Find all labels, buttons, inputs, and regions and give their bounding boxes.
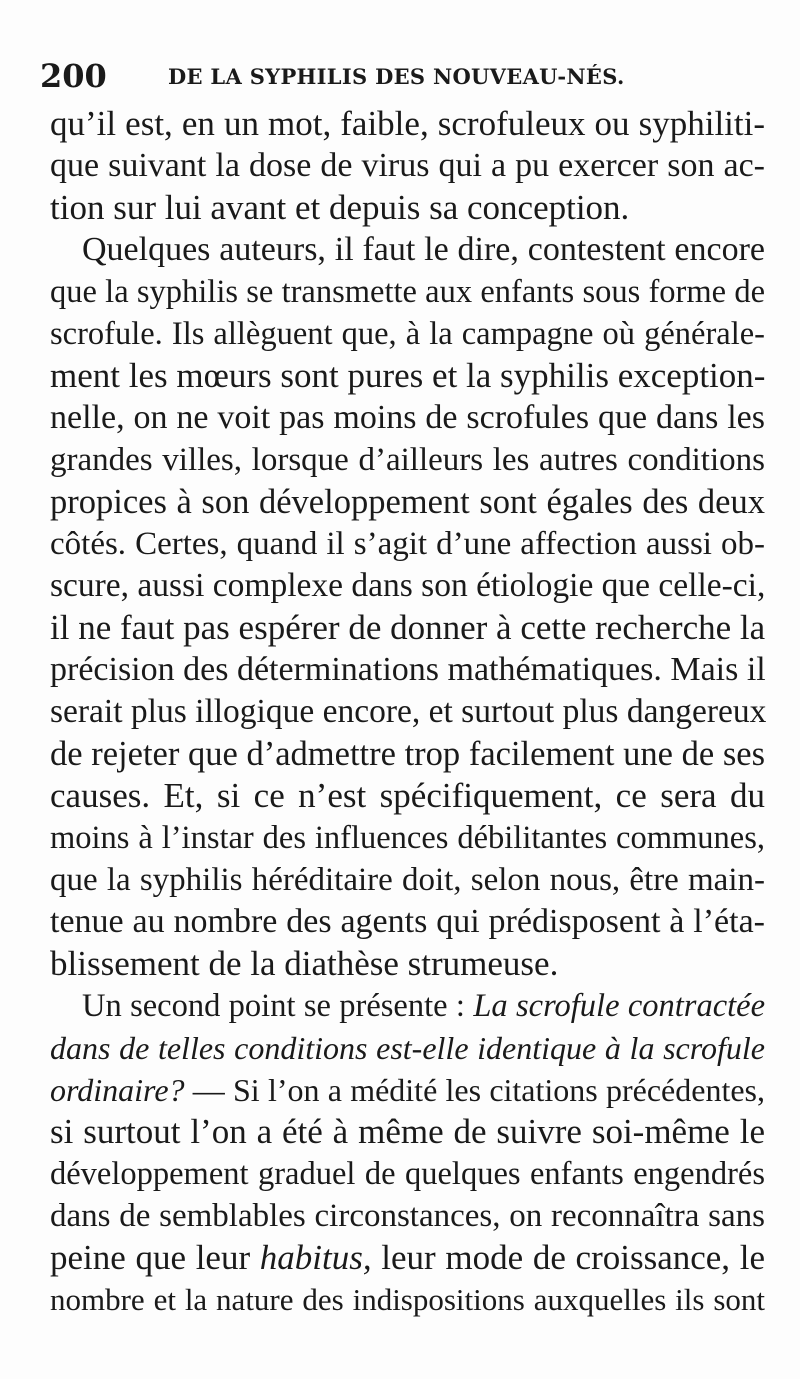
- text-line: précision des déterminations mathématiques. Mais il: [50, 651, 766, 688]
- text-italic: habitus,: [259, 1238, 372, 1277]
- text-roman: Un second point se présente :: [82, 988, 474, 1024]
- text-line: Quelques auteurs, il faut le dire, contestent encore: [82, 231, 765, 268]
- text-line: [50, 985, 765, 1027]
- text-line: scrofule. Ils allèguent que, à la campagne où générale-: [50, 316, 765, 352]
- text-line: il ne faut pas espérer de donner à cette recherche la: [50, 608, 766, 647]
- text-line: dans de semblables circonstances, on reconnaîtra sans: [50, 1198, 765, 1234]
- text-line: tenue au nombre des agents qui prédisposent à l’éta-: [50, 903, 765, 940]
- body-text: [50, 103, 765, 1321]
- text-line: nelle, on ne voit pas moins de scrofules que dans les: [50, 399, 765, 436]
- text-line: [50, 1069, 765, 1111]
- text-line: blissement de la diathèse strumeuse.: [50, 944, 559, 983]
- text-line: scure, aussi complexe dans son étiologie que celle-ci,: [50, 567, 766, 604]
- text-line: développement graduel de quelques enfants engendrés: [50, 1156, 765, 1192]
- text-line: qu’il est, en un mot, faible, scrofuleux ou syphiliti-: [50, 104, 765, 143]
- text-line: tion sur lui avant et depuis sa conception.: [50, 188, 630, 227]
- text-line: que la syphilis héréditaire doit, selon nous, être main-: [50, 862, 765, 898]
- running-title: DE LA SYPHILIS DES NOUVEAU-NÉS.: [168, 64, 625, 89]
- text-line: que la syphilis se transmette aux enfants sous forme de: [50, 274, 765, 310]
- text-line: causes. Et, si ce n’est spécifiquement, ce sera du: [50, 776, 765, 815]
- text-line: que suivant la dose de virus qui a pu exercer son ac-: [50, 147, 765, 184]
- text-line: de rejeter que d’admettre trop facilement une de ses: [50, 735, 765, 773]
- text-line: serait plus illogique encore, et surtout plus dangereux: [50, 693, 767, 730]
- text-roman: leur mode de croissance, le: [371, 1238, 765, 1277]
- text-line: côtés. Certes, quand il s’agit d’une affection aussi ob-: [50, 526, 765, 562]
- text-line: si surtout l’on a été à même de suivre soi-même le: [50, 1112, 765, 1151]
- text-line: [50, 1237, 765, 1279]
- text-line: dans de telles conditions est-elle identique à la scrofule: [50, 1030, 765, 1066]
- text-italic: ordinaire?: [50, 1072, 185, 1108]
- text-line: grandes villes, lorsque d’ailleurs les autres conditions: [50, 442, 765, 478]
- page-number: 200: [40, 57, 107, 95]
- text-roman: peine que leur: [50, 1238, 260, 1277]
- text-roman: — Si l’on a médité les citations précédentes,: [184, 1072, 765, 1108]
- text-line: propices à son développement sont égales des deux: [50, 483, 765, 521]
- text-italic: La scrofule contractée: [473, 988, 766, 1024]
- text-line: nombre et la nature des indispositions auxquelles ils sont: [50, 1282, 765, 1317]
- page-header: [40, 56, 760, 96]
- text-line: ment les mœurs sont pures et la syphilis exception-: [50, 356, 766, 395]
- text-line: moins à l’instar des influences débilitantes communes,: [50, 820, 765, 856]
